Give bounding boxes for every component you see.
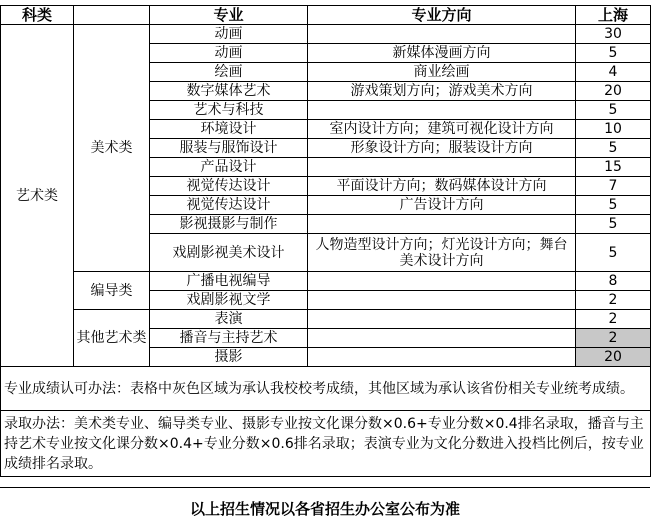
direction-cell <box>308 215 576 234</box>
direction-cell: 广告设计方向 <box>308 196 576 215</box>
count-cell: 4 <box>576 63 651 82</box>
direction-cell: 平面设计方向；数码媒体设计方向 <box>308 177 576 196</box>
major-cell: 产品设计 <box>150 158 308 177</box>
table-row <box>1 310 651 329</box>
count-cell: 5 <box>576 101 651 120</box>
direction-cell <box>308 348 576 367</box>
enrollment-table <box>0 5 651 477</box>
major-cell: 影视摄影与制作 <box>150 215 308 234</box>
count-cell-highlighted: 20 <box>576 348 651 367</box>
count-cell: 20 <box>576 82 651 101</box>
major-cell: 艺术与科技 <box>150 101 308 120</box>
major-cell: 动画 <box>150 25 308 44</box>
major-cell: 表演 <box>150 310 308 329</box>
major-cell: 动画 <box>150 44 308 63</box>
major-cell: 播音与主持艺术 <box>150 329 308 348</box>
direction-cell <box>308 272 576 291</box>
direction-cell <box>308 25 576 44</box>
count-cell: 5 <box>576 44 651 63</box>
direction-cell <box>308 158 576 177</box>
header-category: 科类 <box>1 6 74 25</box>
count-cell: 5 <box>576 196 651 215</box>
admission-method-note: 录取办法：美术类专业、编导类专业、摄影专业按文化课分数×0.6+专业分数×0.4排名录取，播音与主持艺术专业按文化课分数×0.4+专业分数×0.6排名录取；表演专业为文化分数进入投档比例后，按专业成绩排名录取。 <box>1 411 651 477</box>
direction-cell <box>308 329 576 348</box>
header-subcategory <box>74 6 150 25</box>
count-cell-highlighted: 2 <box>576 329 651 348</box>
major-cell: 视觉传达设计 <box>150 177 308 196</box>
count-cell: 30 <box>576 25 651 44</box>
major-cell: 数字媒体艺术 <box>150 82 308 101</box>
score-recognition-note: 专业成绩认可办法：表格中灰色区域为承认我校校考成绩，其他区域为承认该省份相关专业统考成绩。 <box>1 367 651 411</box>
header-shanghai: 上海 <box>576 6 651 25</box>
count-cell: 2 <box>576 291 651 310</box>
count-cell: 5 <box>576 234 651 272</box>
count-cell: 10 <box>576 120 651 139</box>
group-name: 其他艺术类 <box>74 310 150 367</box>
direction-cell: 人物造型设计方向；灯光设计方向；舞台美术设计方向 <box>308 234 576 272</box>
group-name: 美术类 <box>74 25 150 272</box>
count-cell: 5 <box>576 139 651 158</box>
table-row <box>1 25 651 44</box>
major-cell: 戏剧影视文学 <box>150 291 308 310</box>
major-cell: 视觉传达设计 <box>150 196 308 215</box>
note-row <box>1 367 651 411</box>
footer <box>0 487 650 520</box>
major-cell: 环境设计 <box>150 120 308 139</box>
header-direction: 专业方向 <box>308 6 576 25</box>
count-cell: 7 <box>576 177 651 196</box>
footer-notice: 以上招生情况以各省招生办公室公布为准 <box>189 500 460 518</box>
direction-cell: 游戏策划方向；游戏美术方向 <box>308 82 576 101</box>
count-cell: 8 <box>576 272 651 291</box>
note-row <box>1 411 651 477</box>
count-cell: 2 <box>576 310 651 329</box>
direction-cell <box>308 310 576 329</box>
major-cell: 服装与服饰设计 <box>150 139 308 158</box>
group-name: 编导类 <box>74 272 150 310</box>
header-major: 专业 <box>150 6 308 25</box>
major-cell: 戏剧影视美术设计 <box>150 234 308 272</box>
major-cell: 绘画 <box>150 63 308 82</box>
table-header-row <box>1 6 651 25</box>
major-cell: 广播电视编导 <box>150 272 308 291</box>
count-cell: 15 <box>576 158 651 177</box>
count-cell: 5 <box>576 215 651 234</box>
direction-cell: 商业绘画 <box>308 63 576 82</box>
major-cell: 摄影 <box>150 348 308 367</box>
table-row <box>1 272 651 291</box>
direction-cell: 新媒体漫画方向 <box>308 44 576 63</box>
direction-cell: 形象设计方向；服装设计方向 <box>308 139 576 158</box>
direction-cell: 室内设计方向；建筑可视化设计方向 <box>308 120 576 139</box>
direction-cell <box>308 291 576 310</box>
direction-cell <box>308 101 576 120</box>
category-cell: 艺术类 <box>1 25 74 367</box>
